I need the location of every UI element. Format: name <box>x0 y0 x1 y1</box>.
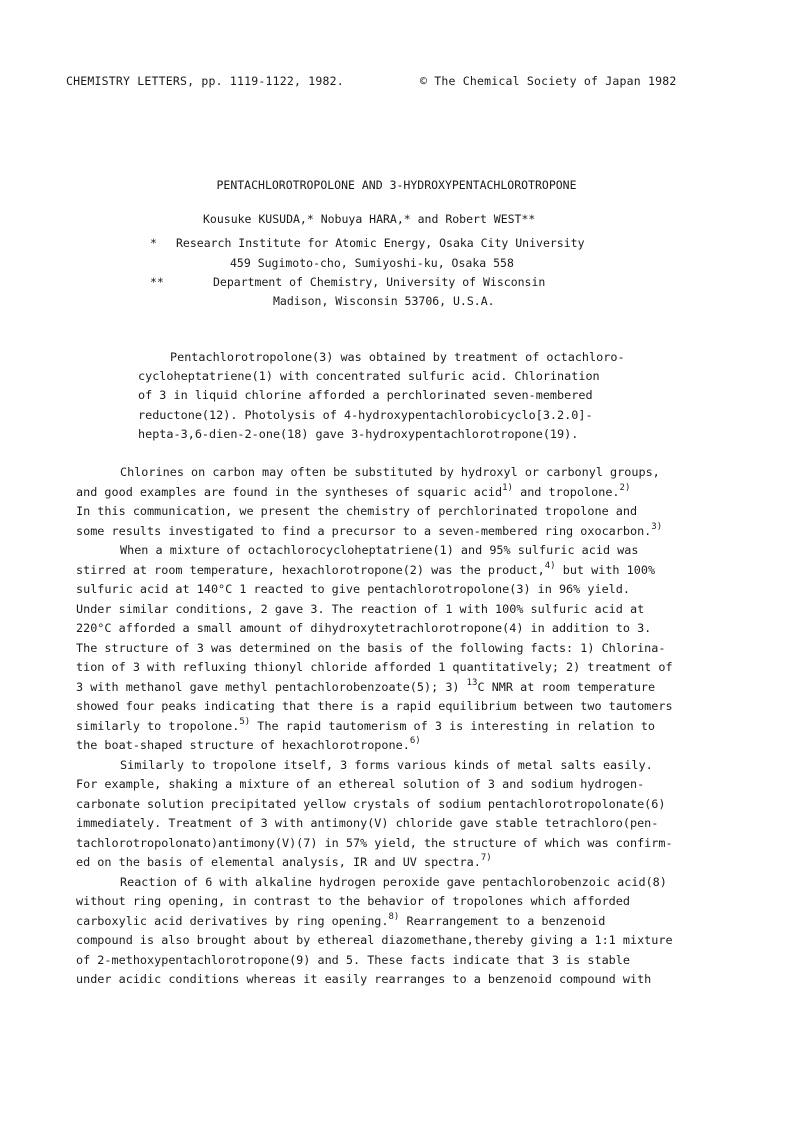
body-line: When a mixture of octachlorocycloheptatriene(1) and 95% sulfuric acid was <box>120 543 639 557</box>
body-line: and good examples are found in the syntheses of squaric acid$^{1)}$ and tropolone.$^{2)}$ <box>76 482 631 499</box>
article-title: PENTACHLOROTROPOLONE AND 3-HYDROXYPENTACHLOROTROPONE <box>216 178 577 192</box>
affiliation-2-line-2: Madison, Wisconsin 53706, U.S.A. <box>273 294 495 308</box>
abstract-line: cycloheptatriene(1) with concentrated sulfuric acid. Chlorination <box>138 369 600 384</box>
body-line: under acidic conditions whereas it easily rearranges to a benzenoid compound with <box>76 972 652 986</box>
body-line: 220°C afforded a small amount of dihydroxytetrachlorotropone(4) in addition to 3. <box>76 621 652 635</box>
body-line: The structure of 3 was determined on the basis of the following facts: 1) Chlorina- <box>76 640 666 655</box>
body-line: stirred at room temperature, hexachlorotropone(2) was the product,$^{4)}$ but with 100% <box>76 560 656 577</box>
body-line: of 2-methoxypentachlorotropone(9) and 5. These facts indicate that 3 is stable <box>76 952 630 967</box>
author-line: Kousuke KUSUDA,* Nobuya HARA,* and Robert WEST** <box>203 212 536 226</box>
body-line: Under similar conditions, 2 gave 3. The reaction of 1 with 100% sulfuric acid at <box>76 601 645 616</box>
ref-8: 8) <box>388 911 400 922</box>
abstract-line: of 3 in liquid chlorine afforded a perchlorinated seven-membered <box>138 388 593 403</box>
body-line: 3 with methanol gave methyl pentachlorobenzoate(5); 3) $^{13}$C NMR at room temperature <box>76 677 656 694</box>
affiliation-2-line-1: Department of Chemistry, University of Wisconsin <box>213 275 546 289</box>
body-line: For example, shaking a mixture of an ethereal solution of 3 and sodium hydrogen- <box>76 777 645 791</box>
ref-2: 2) <box>619 482 631 493</box>
copyright-notice: © The Chemical Society of Japan 1982 <box>420 74 677 88</box>
body-line: immediately. Treatment of 3 with antimony(V) chloride gave stable tetrachloro(pen- <box>76 816 659 830</box>
ref-4: 4) <box>544 560 556 571</box>
ref-5: 5) <box>239 716 251 727</box>
body-line: without ring opening, in contrast to the behavior of tropolones which afforded <box>76 894 630 908</box>
article-body <box>76 463 728 990</box>
abstract-line: reductone(12). Photolysis of 4-hydroxypentachlorobicyclo[3.2.0]- <box>138 407 593 422</box>
ref-6: 6) <box>409 736 421 747</box>
body-line: carbonate solution precipitated yellow crystals of sodium pentachlorotropolonate(6) <box>76 796 666 811</box>
body-line: some results investigated to find a precursor to a seven-membered ring oxocarbon.$^{3)}$ <box>76 521 663 538</box>
body-line: tachlorotropolonato)antimony(V)(7) in 57% yield, the structure of which was confirm- <box>76 835 673 850</box>
affiliation-2-mark: ** <box>150 275 164 289</box>
body-line: showed four peaks indicating that there is a rapid equilibrium between two tautomers <box>76 699 673 713</box>
body-line: similarly to tropolone.$^{5)}$ The rapid tautomerism of 3 is interesting in relation to <box>76 716 656 733</box>
journal-citation: CHEMISTRY LETTERS, pp. 1119-1122, 1982. <box>66 74 344 88</box>
abstract <box>138 348 678 444</box>
affiliation-1-mark: * <box>150 236 157 250</box>
body-line: tion of 3 with refluxing thionyl chloride afforded 1 quantitatively; 2) treatment of <box>76 660 673 674</box>
abstract-line: Pentachlorotropolone(3) was obtained by treatment of octachloro- <box>170 350 625 364</box>
ref-1: 1) <box>502 482 513 493</box>
isotope-13: 13 <box>466 677 478 688</box>
body-line: carboxylic acid derivatives by ring opening.$^{8)}$ Rearrangement to a benzenoid <box>76 911 606 928</box>
affiliation-1-line-2: 459 Sugimoto-cho, Sumiyoshi-ku, Osaka 558 <box>230 256 514 270</box>
body-line: Reaction of 6 with alkaline hydrogen peroxide gave pentachlorobenzoic acid(8) <box>120 874 667 889</box>
body-line: In this communication, we present the chemistry of perchlorinated tropolone and <box>76 504 638 518</box>
ref-7: 7) <box>480 853 492 864</box>
body-line: compound is also brought about by ethereal diazomethane,thereby giving a 1:1 mixture <box>76 933 673 947</box>
body-line: ed on the basis of elemental analysis, IR and UV spectra.$^{7)}$ <box>76 853 492 869</box>
body-line: sulfuric acid at 140°C 1 reacted to give pentachlorotropolone(3) in 96% yield. <box>76 582 630 596</box>
body-line: Chlorines on carbon may often be substituted by hydroxyl or carbonyl groups, <box>120 465 660 479</box>
body-line: Similarly to tropolone itself, 3 forms various kinds of metal salts easily. <box>120 757 653 772</box>
ref-3: 3) <box>651 521 663 532</box>
body-line: the boat-shaped structure of hexachlorotropone.$^{6)}$ <box>76 736 421 752</box>
abstract-line: hepta-3,6-dien-2-one(18) gave 3-hydroxypentachlorotropone(19). <box>138 426 579 441</box>
affiliation-1-line-1: Research Institute for Atomic Energy, Osaka City University <box>176 236 585 250</box>
